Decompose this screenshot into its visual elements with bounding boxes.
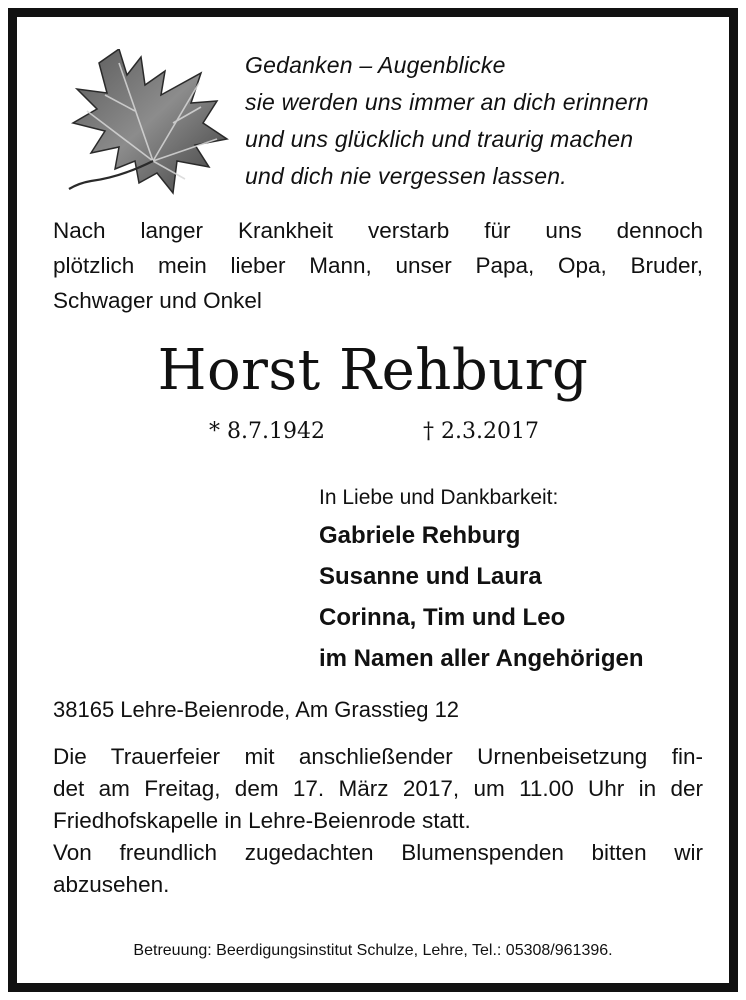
- service-info: [53, 741, 703, 901]
- intro-line: Schwager und Onkel: [53, 288, 262, 313]
- maple-leaf-icon: [61, 49, 233, 201]
- intro-line: plötzlich mein lieber Mann, unser Papa, Opa, Bruder,: [53, 253, 703, 278]
- intro-line: Nach langer Krankheit verstarb für uns dennoch: [53, 218, 703, 243]
- mourner-name: Corinna, Tim und Leo: [319, 604, 566, 631]
- poem-line: sie werden uns immer an dich erinnern: [245, 89, 649, 115]
- address: 38165 Lehre-Beienrode, Am Grasstieg 12: [53, 697, 460, 722]
- poem-line: und dich nie vergessen lassen.: [245, 163, 567, 189]
- poem: [245, 47, 715, 195]
- service-line: Die Trauerfeier mit anschließender Urnenbeisetzung fin-: [53, 744, 703, 769]
- mourner-name: Gabriele Rehburg: [319, 522, 521, 549]
- poem-line: und uns glücklich und traurig machen: [245, 126, 634, 152]
- service-line: det am Freitag, dem 17. März 2017, um 11.00 Uhr in der: [53, 776, 703, 801]
- funeral-home-footer: Betreuung: Beerdigungsinstitut Schulze, Lehre, Tel.: 05308/961396.: [133, 942, 613, 959]
- death-date: † 2.3.2017: [423, 419, 539, 444]
- deceased-name: Horst Rehburg: [157, 338, 589, 403]
- mourner-name: Susanne und Laura: [319, 563, 542, 590]
- poem-line: Gedanken – Augenblicke: [245, 52, 506, 78]
- mourners-block: [319, 481, 719, 679]
- service-line: Von freundlich zugedachten Blumenspenden bitten wir: [53, 840, 703, 865]
- intro-text: [53, 213, 703, 318]
- service-line: abzusehen.: [53, 872, 170, 897]
- service-line: Friedhofskapelle in Lehre-Beienrode statt.: [53, 808, 471, 833]
- birth-date: * 8.7.1942: [209, 419, 325, 444]
- obituary-notice: [8, 8, 738, 992]
- mourner-name: im Namen aller Angehörigen: [319, 645, 644, 672]
- mourners-lead: In Liebe und Dankbarkeit:: [319, 486, 559, 509]
